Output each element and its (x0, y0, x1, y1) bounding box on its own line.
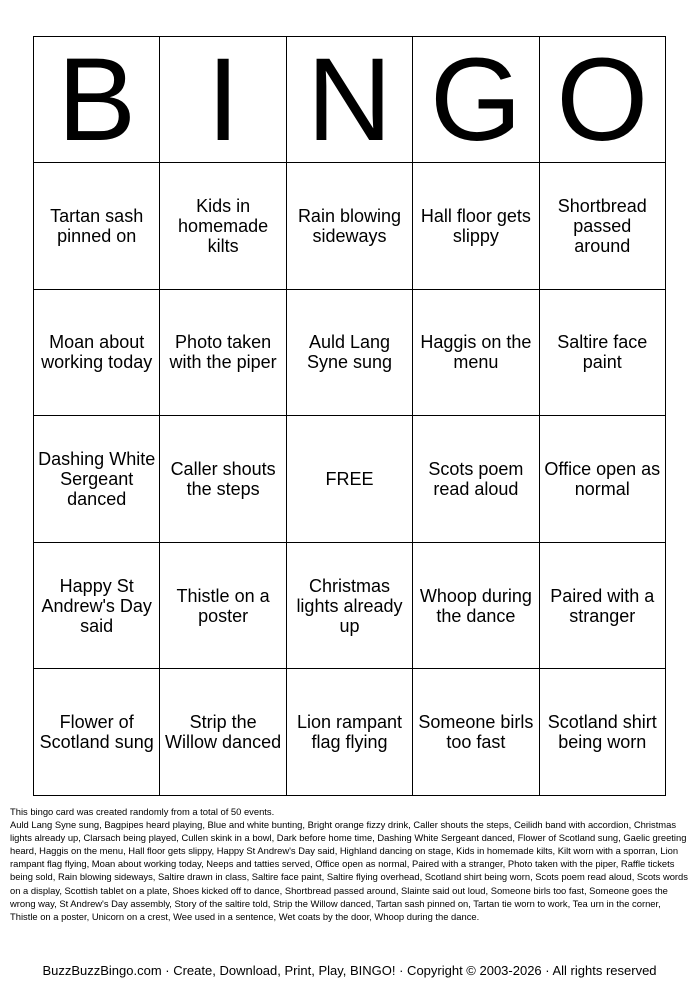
bingo-cell: Scots poem read aloud (413, 416, 539, 543)
bingo-cell: Shortbread passed around (539, 163, 665, 290)
bingo-cell: Thistle on a poster (160, 542, 286, 669)
bingo-row (34, 163, 666, 290)
bingo-header-row (34, 37, 666, 163)
bingo-row (34, 542, 666, 669)
bingo-cell: Dashing White Sergeant danced (34, 416, 160, 543)
bingo-cell: Flower of Scotland sung (34, 669, 160, 796)
header-letter-n: N (286, 37, 412, 163)
bingo-cell: Photo taken with the piper (160, 289, 286, 416)
bingo-cell: Christmas lights already up (286, 542, 412, 669)
bingo-cell: Whoop during the dance (413, 542, 539, 669)
bingo-card (33, 36, 666, 796)
header-letter-g: G (413, 37, 539, 163)
header-letter-o: O (539, 37, 665, 163)
bingo-cell: Haggis on the menu (413, 289, 539, 416)
footer-copyright: BuzzBuzzBingo.com · Create, Download, Print, Play, BINGO! · Copyright © 2003-2026 · All rights reserved (42, 963, 657, 978)
events-intro: This bingo card was created randomly from a total of 50 events. (10, 806, 275, 817)
events-note (10, 805, 690, 923)
bingo-cell: Rain blowing sideways (286, 163, 412, 290)
bingo-row (34, 669, 666, 796)
bingo-cell: Lion rampant flag flying (286, 669, 412, 796)
bingo-cell: Caller shouts the steps (160, 416, 286, 543)
bingo-cell: Office open as normal (539, 416, 665, 543)
bingo-cell: Tartan sash pinned on (34, 163, 160, 290)
bingo-cell: Someone birls too fast (413, 669, 539, 796)
header-letter-b: B (34, 37, 160, 163)
bingo-row (34, 289, 666, 416)
bingo-cell: Strip the Willow danced (160, 669, 286, 796)
bingo-cell: Happy St Andrew's Day said (34, 542, 160, 669)
bingo-cell: Auld Lang Syne sung (286, 289, 412, 416)
bingo-cell: Hall floor gets slippy (413, 163, 539, 290)
bingo-row (34, 416, 666, 543)
free-space-cell: FREE (286, 416, 412, 543)
bingo-cell: Paired with a stranger (539, 542, 665, 669)
bingo-cell: Scotland shirt being worn (539, 669, 665, 796)
header-letter-i: I (160, 37, 286, 163)
bingo-cell: Saltire face paint (539, 289, 665, 416)
events-list: Auld Lang Syne sung, Bagpipes heard playing, Blue and white bunting, Bright orange fizzy drink, Caller shouts the steps, Ceilidh band with accordion, Christmas lights already up, Clarsach being played, Cullen skink in a bowl, Dark before home time, Dashing White Sergeant danced, Flower of Scotland sung, Gaelic greeting heard, Haggis on the menu, Hall floor gets slippy, Happy St Andrew's Day said, Highland dancing on stage, Kids in homemade kilts, Kilt worn with a sporran, Lion rampant flag flying, Moan about working today, Neeps and tatties served, Office open as normal, Paired with a stranger, Photo taken with the piper, Raffle tickets being sold, Rain blowing sideways, Saltire drawn in class, Saltire face paint, Saltire flying overhead, Scotland shirt being worn, Scots poem read aloud, Scots words on a display, Scottish tablet on a plate, Shoes kicked off to dance, Shortbread passed around, Slainte said out loud, Someone birls too fast, Someone goes the wrong way, St Andrew's Day assembly, Story of the saltire told, Strip the Willow danced, Tartan sash pinned on, Tartan tie worn to work, Tea urn in the corner, Thistle on a poster, Unicorn on a crest, Wee used in a sentence, Wet coats by the door, Whoop during the dance. (10, 819, 688, 922)
bingo-cell: Moan about working today (34, 289, 160, 416)
bingo-cell: Kids in homemade kilts (160, 163, 286, 290)
